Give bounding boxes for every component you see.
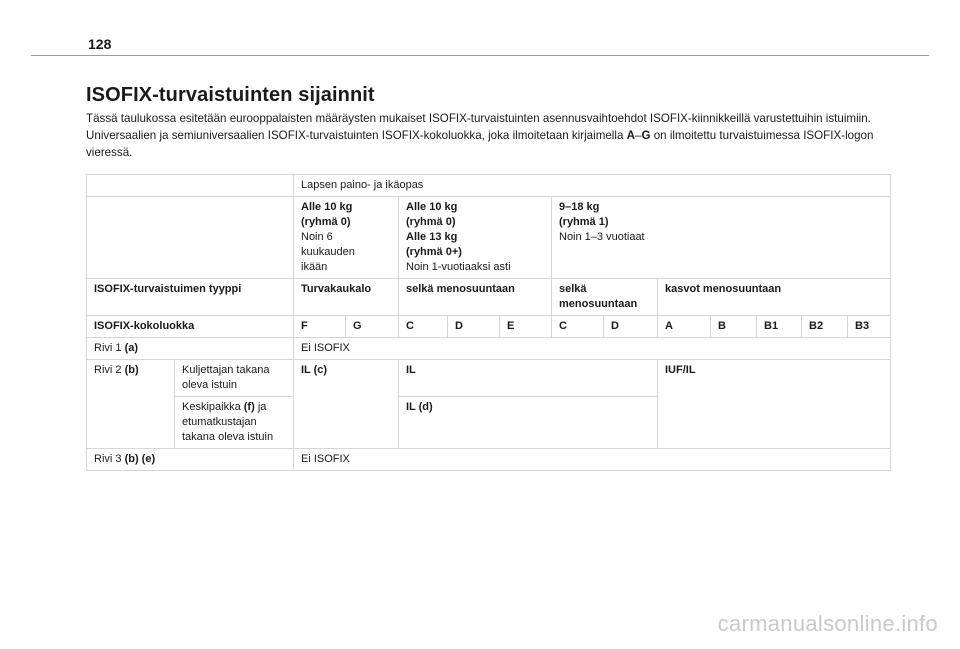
row-1-label xyxy=(87,338,294,360)
intro-dash: – xyxy=(635,129,642,142)
weight-line: (ryhmä 0) xyxy=(301,216,351,228)
row-label-text: Rivi 2 xyxy=(94,364,125,376)
table-row xyxy=(87,279,891,316)
weight-line: Alle 10 kg xyxy=(406,201,458,213)
empty-cell xyxy=(87,175,294,197)
intro-text-before: Tässä taulukossa esitetään eurooppalaisten määräysten mukaiset ISOFIX-turvaistuinten asennusvaihtoehdot ISOFIX-kiinnikkeillä varustettuihin istuimiin. Universaalien ja semiuniversaalien ISOFIX-turvaistuinten ISOFIX-kokoluokka, joka ilmoitetaan kirjaimella xyxy=(86,112,871,142)
row-2-label xyxy=(87,360,175,449)
weight-group-rear-facing-0 xyxy=(399,197,552,279)
intro-bold-g: G xyxy=(641,129,651,142)
row-2-forward-facing-value: IUF/IL xyxy=(658,360,891,449)
row-label-text: Rivi 3 xyxy=(94,453,125,465)
row-2-carrycot-value: IL (c) xyxy=(294,360,399,449)
isofix-table xyxy=(86,174,891,471)
page-number: 128 xyxy=(88,36,112,52)
seat-type-forward-facing: kasvot menosuuntaan xyxy=(658,279,891,316)
weight-group-1 xyxy=(552,197,891,279)
size-class-cell: G xyxy=(346,316,399,338)
size-class-cell: D xyxy=(448,316,500,338)
table-row xyxy=(87,360,891,397)
seat-type-rear-facing: selkä menosuuntaan xyxy=(552,279,658,316)
weight-line: (ryhmä 0+) xyxy=(406,246,462,258)
row-3-value: Ei ISOFIX xyxy=(294,449,891,471)
row-3-label xyxy=(87,449,294,471)
age-line: kuukauden xyxy=(301,246,355,258)
row-note: (b) xyxy=(124,364,139,376)
weight-line: 9–18 kg xyxy=(559,201,600,213)
sub-note: (f) xyxy=(243,401,255,413)
weight-line: (ryhmä 0) xyxy=(406,216,456,228)
row-2-rear-facing-value-center: IL (d) xyxy=(399,397,658,449)
age-line: ikään xyxy=(301,261,328,273)
size-class-cell: F xyxy=(294,316,346,338)
row-label-text: Rivi 1 xyxy=(94,342,125,354)
size-class-cell: E xyxy=(500,316,552,338)
size-class-cell: D xyxy=(604,316,658,338)
row-note: (b) (e) xyxy=(124,453,156,465)
row-2-driver-side-seat: Kuljettajan takana oleva istuin xyxy=(175,360,294,397)
row-note: (a) xyxy=(124,342,139,354)
watermark: carmanualsonline.info xyxy=(717,611,938,636)
intro-bold-a: A xyxy=(626,129,635,142)
intro-paragraph xyxy=(86,110,886,161)
weight-line: Alle 13 kg xyxy=(406,231,458,243)
table-row xyxy=(87,175,891,197)
seat-type-rear-facing: selkä menosuuntaan xyxy=(399,279,552,316)
seat-type-carrycot: Turvakaukalo xyxy=(294,279,399,316)
row-2-rear-facing-value: IL xyxy=(399,360,658,397)
size-class-cell: A xyxy=(658,316,711,338)
row-2-center-seat xyxy=(175,397,294,449)
empty-cell xyxy=(87,197,294,279)
table-row xyxy=(87,449,891,471)
table-row xyxy=(87,316,891,338)
header-divider xyxy=(31,55,929,56)
sub-text: ja etumatkustajan takana oleva istuin xyxy=(182,401,274,443)
size-class-cell: C xyxy=(399,316,448,338)
age-line: Noin 1-vuotiaaksi asti xyxy=(406,261,511,273)
table-row xyxy=(87,197,891,279)
weight-line: (ryhmä 1) xyxy=(559,216,609,228)
age-line: Noin 1–3 vuotiaat xyxy=(559,231,645,243)
weight-group-carrycot xyxy=(294,197,399,279)
size-class-label: ISOFIX-kokoluokka xyxy=(87,316,294,338)
size-class-cell: B xyxy=(711,316,757,338)
size-class-cell: C xyxy=(552,316,604,338)
seat-type-label: ISOFIX-turvaistuimen tyyppi xyxy=(87,279,294,316)
size-class-cell: B2 xyxy=(802,316,848,338)
guide-header: Lapsen paino- ja ikäopas xyxy=(294,175,891,197)
size-class-cell: B3 xyxy=(848,316,891,338)
weight-line: Alle 10 kg xyxy=(301,201,353,213)
page-title: ISOFIX-turvaistuinten sijainnit xyxy=(86,84,375,106)
table-row xyxy=(87,338,891,360)
sub-text: Keskipaikka xyxy=(182,401,244,413)
age-line: Noin 6 xyxy=(301,231,333,243)
row-1-value: Ei ISOFIX xyxy=(294,338,891,360)
intro-text-after: on ilmoitettu turvaistuimessa ISOFIX-logon vieressä. xyxy=(86,129,874,159)
size-class-cell: B1 xyxy=(757,316,802,338)
